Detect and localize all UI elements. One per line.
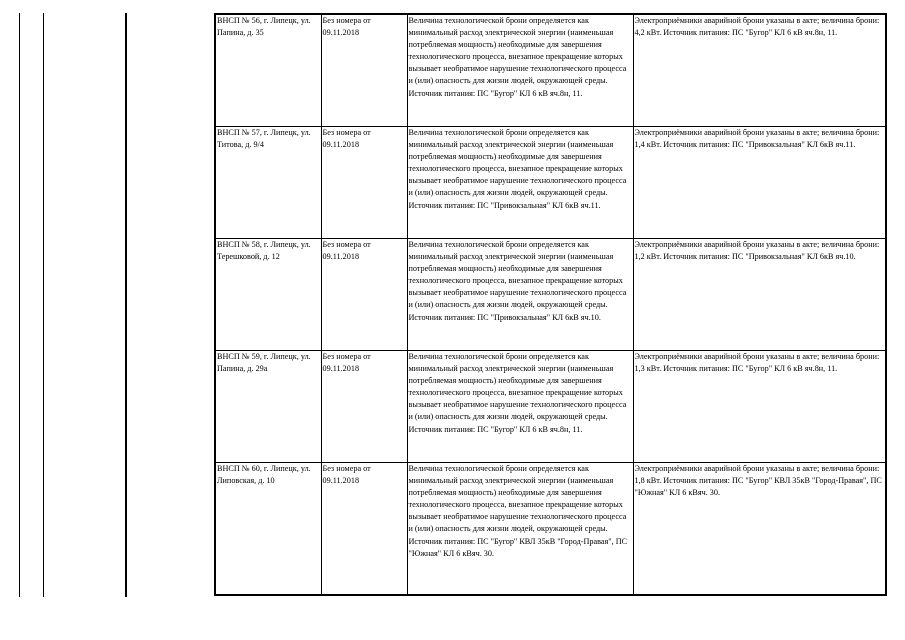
left-margin-rule-3: [125, 13, 127, 597]
left-margin-rule-2: [43, 13, 44, 597]
tech-reserve-cell: Величина технологической брони определяется как минимальный расход электрической энергии (наименьшая потребляемая мощность) необходимые для завершения технологического процесса, внезапное прекращение которых вызывает необратимое нарушение технологического процесса и (или) опасность для жизни людей, окружающей среды. Источник питания: ПС "Привокзальная" КЛ 6кВ яч.11.: [407, 127, 633, 239]
tech-reserve-cell: Величина технологической брони определяется как минимальный расход электрической энергии (наименьшая потребляемая мощность) необходимые для завершения технологического процесса, внезапное прекращение которых вызывает необратимое нарушение технологического процесса и (или) опасность для жизни людей, окружающей среды. Источник питания: ПС "Привокзальная" КЛ 6кВ яч.10.: [407, 239, 633, 351]
table-row: [215, 14, 886, 127]
document-cell: Без номера от 09.11.2018: [321, 14, 407, 127]
document-cell: Без номера от 09.11.2018: [321, 239, 407, 351]
object-cell: ВНСП № 56, г. Липецк, ул. Папина, д. 35: [215, 14, 321, 127]
left-margin-rule-1: [19, 13, 20, 597]
tech-reserve-cell: Величина технологической брони определяется как минимальный расход электрической энергии (наименьшая потребляемая мощность) необходимые для завершения технологического процесса, внезапное прекращение которых вызывает необратимое нарушение технологического процесса и (или) опасность для жизни людей, окружающей среды. Источник питания: ПС "Бугор" КВЛ 35кВ "Город-Правая", ПС "Южная" КЛ 6 кВяч. 30.: [407, 463, 633, 596]
table-row: [215, 351, 886, 463]
table-row: [215, 239, 886, 351]
emergency-reserve-cell: Электроприёмники аварийной брони указаны в акте; величина брони: 1,8 кВт. Источник питания: ПС "Бугор" КВЛ 35кВ "Город-Правая", ПС "Южная" КЛ 6 кВяч. 30.: [633, 463, 886, 596]
emergency-reserve-table: [214, 13, 887, 596]
object-cell: ВНСП № 60, г. Липецк, ул. Липовская, д. 10: [215, 463, 321, 596]
emergency-reserve-cell: Электроприёмники аварийной брони указаны в акте; величина брони: 1,4 кВт. Источник питания: ПС "Привокзальная" КЛ 6кВ яч.11.: [633, 127, 886, 239]
tech-reserve-cell: Величина технологической брони определяется как минимальный расход электрической энергии (наименьшая потребляемая мощность) необходимые для завершения технологического процесса, внезапное прекращение которых вызывает необратимое нарушение технологического процесса и (или) опасность для жизни людей, окружающей среды. Источник питания: ПС "Бугор" КЛ 6 кВ яч.8н, 11.: [407, 14, 633, 127]
document-cell: Без номера от 09.11.2018: [321, 463, 407, 596]
emergency-reserve-cell: Электроприёмники аварийной брони указаны в акте; величина брони: 1,2 кВт. Источник питания: ПС "Привокзальная" КЛ 6кВ яч.10.: [633, 239, 886, 351]
emergency-reserve-cell: Электроприёмники аварийной брони указаны в акте; величина брони: 4,2 кВт. Источник питания: ПС "Бугор" КЛ 6 кВ яч.8н, 11.: [633, 14, 886, 127]
table-row: [215, 463, 886, 596]
table-row: [215, 127, 886, 239]
document-cell: Без номера от 09.11.2018: [321, 127, 407, 239]
object-cell: ВНСП № 59, г. Липецк, ул. Папина, д. 29а: [215, 351, 321, 463]
emergency-reserve-cell: Электроприёмники аварийной брони указаны в акте; величина брони: 1,3 кВт. Источник питания: ПС "Бугор" КЛ 6 кВ яч.8н, 11.: [633, 351, 886, 463]
object-cell: ВНСП № 57, г. Липецк, ул. Титова, д. 9/4: [215, 127, 321, 239]
object-cell: ВНСП № 58, г. Липецк, ул. Терешковой, д. 12: [215, 239, 321, 351]
document-cell: Без номера от 09.11.2018: [321, 351, 407, 463]
tech-reserve-cell: Величина технологической брони определяется как минимальный расход электрической энергии (наименьшая потребляемая мощность) необходимые для завершения технологического процесса, внезапное прекращение которых вызывает необратимое нарушение технологического процесса и (или) опасность для жизни людей, окружающей среды. Источник питания: ПС "Бугор" КЛ 6 кВ яч.8н, 11.: [407, 351, 633, 463]
